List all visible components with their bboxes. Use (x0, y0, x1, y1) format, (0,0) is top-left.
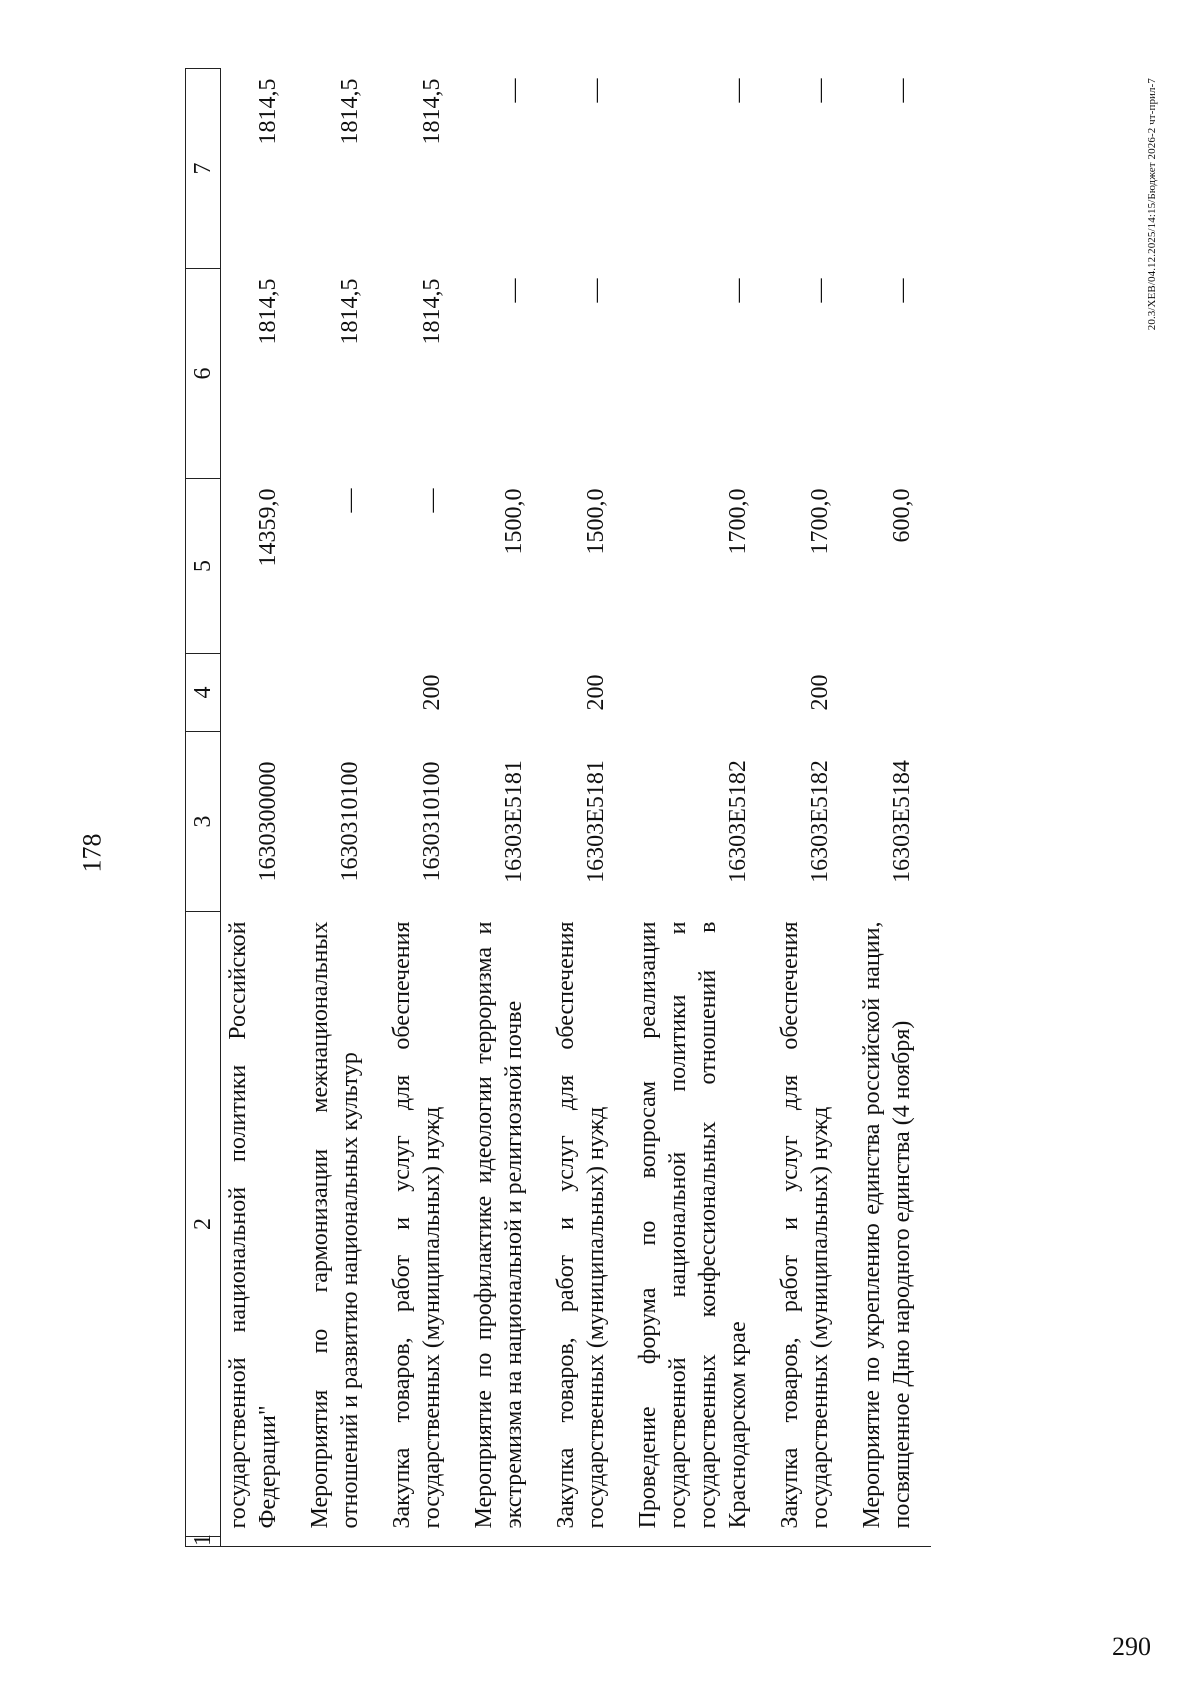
row-value-2028: — (501, 78, 527, 103)
row-index-cell (297, 1537, 379, 1547)
budget-table (185, 68, 931, 1547)
row-name: Мероприятия по гармонизации межнациональных отношений и развитию национальных культур (307, 921, 363, 1529)
row-value-2026: — (337, 488, 363, 513)
row-value-2026: — (419, 488, 445, 513)
page-number: 178 (77, 833, 107, 873)
header-col-7: 7 (186, 69, 221, 269)
row-target-code: 16303E5181 (501, 760, 527, 883)
row-value-2028: — (807, 78, 833, 103)
header-col-6: 6 (186, 269, 221, 479)
row-name: Закупка товаров, работ и услуг для обеспечения государственных (муниципальных) нужд (553, 921, 609, 1529)
table-body (221, 69, 932, 1547)
row-value-2027: 1814,5 (337, 278, 363, 345)
document-footer-code: 20.3/ХЕВ/04.12.2025/14:15/Бюджет 2026-2 чт-прил-7 (1146, 78, 1158, 331)
table-row (297, 69, 379, 1547)
table-header-row (186, 69, 221, 1547)
row-index-cell (221, 1537, 298, 1547)
row-expense-type: 200 (583, 674, 609, 711)
row-value-2028: 1814,5 (255, 78, 281, 145)
row-index-cell (461, 1537, 543, 1547)
scan-page-number: 290 (1112, 1632, 1151, 1661)
row-value-2027: — (807, 278, 833, 303)
row-index-cell (379, 1537, 461, 1547)
row-target-code: 16303E5182 (725, 760, 751, 883)
table-row (767, 69, 849, 1547)
header-col-4: 4 (186, 654, 221, 732)
row-value-2027: — (889, 278, 915, 303)
table-row (543, 69, 625, 1547)
row-target-code: 16303E5181 (583, 760, 609, 883)
header-col-1: 1 (186, 1537, 221, 1547)
table-row (379, 69, 461, 1547)
row-value-2026: 1500,0 (501, 488, 527, 555)
row-expense-type (297, 654, 379, 732)
row-target-code: 1630300000 (255, 761, 281, 882)
row-name: Закупка товаров, работ и услуг для обеспечения государственных (муниципальных) нужд (777, 921, 833, 1529)
row-name: Мероприятие по укреплению единства российской нации, посвященное Дню народного единства (4 ноября) (859, 921, 915, 1529)
header-col-5: 5 (186, 479, 221, 654)
row-expense-type: 200 (419, 674, 445, 711)
row-value-2028: — (725, 78, 751, 103)
row-index-cell (849, 1537, 931, 1547)
row-target-code: 16303E5182 (807, 760, 833, 883)
table-row (849, 69, 931, 1547)
row-value-2027: — (501, 278, 527, 303)
row-index-cell (767, 1537, 849, 1547)
row-index-cell (625, 1537, 767, 1547)
row-value-2026: 600,0 (889, 488, 915, 543)
table-row (221, 69, 298, 1547)
row-name: Закупка товаров, работ и услуг для обеспечения государственных (муниципальных) нужд (389, 921, 445, 1529)
row-target-code: 16303E5184 (889, 760, 915, 883)
row-value-2026: 14359,0 (255, 488, 281, 567)
header-col-3: 3 (186, 732, 221, 912)
row-target-code: 1630310100 (337, 761, 363, 882)
row-value-2027: — (583, 278, 609, 303)
row-target-code: 1630310100 (419, 761, 445, 882)
row-value-2028: — (889, 78, 915, 103)
rotated-table-container (185, 69, 1145, 1547)
row-value-2026: 1700,0 (807, 488, 833, 555)
row-value-2026: 1500,0 (583, 488, 609, 555)
row-name: Проведение форума по вопросам реализации государственной национальной политики и государственных конфессиональных отношений в Краснодарском крае (635, 921, 751, 1529)
row-name: государственной национальной политики Российской Федерации" (225, 921, 281, 1529)
row-expense-type (221, 654, 298, 732)
row-expense-type (461, 654, 543, 732)
row-value-2028: 1814,5 (337, 78, 363, 145)
row-expense-type (849, 654, 931, 732)
row-expense-type (625, 654, 767, 732)
row-value-2027: — (725, 278, 751, 303)
row-value-2028: — (583, 78, 609, 103)
row-name: Мероприятие по профилактике идеологии терроризма и экстремизма на национальной и религиозной почве (471, 921, 527, 1529)
table-row (461, 69, 543, 1547)
row-value-2028: 1814,5 (419, 78, 445, 145)
header-col-2: 2 (186, 912, 221, 1537)
row-value-2027: 1814,5 (255, 278, 281, 345)
row-value-2027: 1814,5 (419, 278, 445, 345)
table-row (625, 69, 767, 1547)
row-expense-type: 200 (807, 674, 833, 711)
row-index-cell (543, 1537, 625, 1547)
row-value-2026: 1700,0 (725, 488, 751, 555)
